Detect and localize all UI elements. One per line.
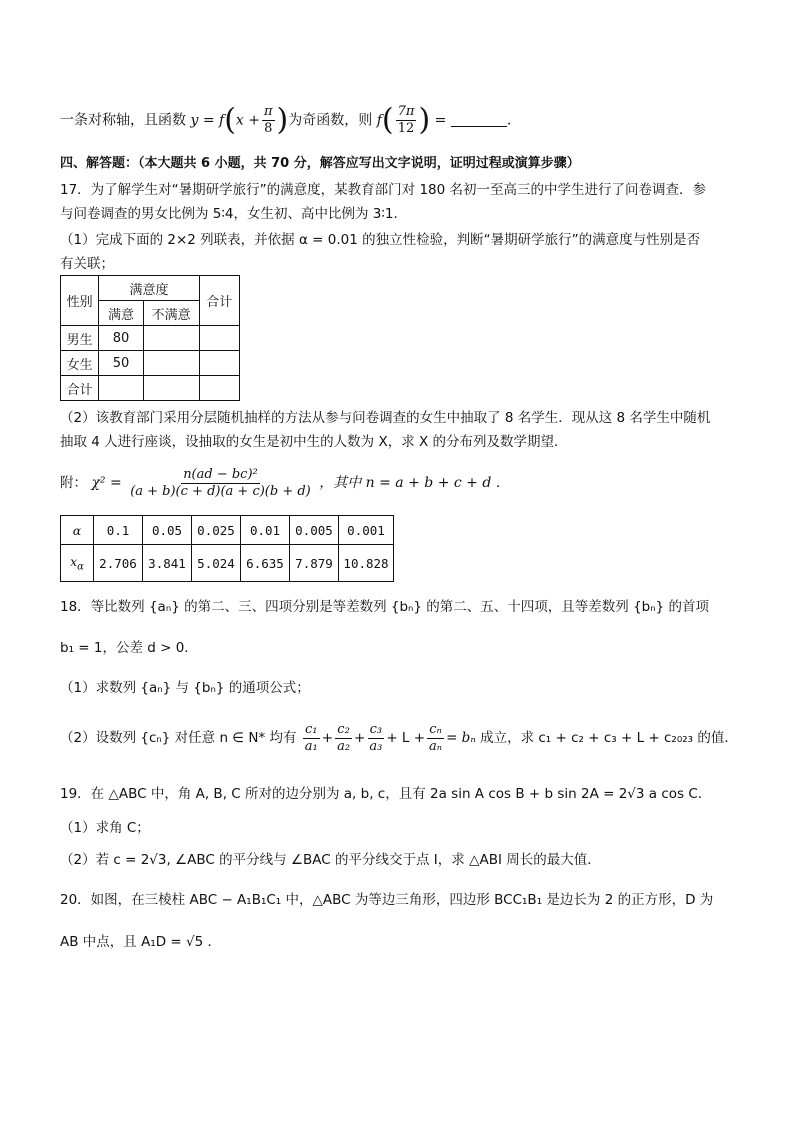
- critical-value-table: [60, 515, 394, 582]
- frac-c3-a3: [367, 722, 384, 755]
- section-title: 四、解答题：（本大题共 6 小题，共 70 分，解答应写出文字说明，证明过程或演算步骤）: [60, 156, 580, 171]
- plus-sign: +: [321, 730, 334, 746]
- q18-part2-a: （2）设数列 {cₙ} 对任意 n ∈ N* 均有: [60, 730, 297, 746]
- alpha-value: 0.1: [94, 516, 143, 545]
- q18-part2: [60, 720, 738, 756]
- right-paren: ): [276, 102, 289, 138]
- q19-part2: （2）若 c = 2√3, ∠ABC 的平分线与 ∠BAC 的平分线交于点 I，求 △ABI 周长的最大值．: [60, 852, 601, 868]
- frac-num: π: [264, 104, 273, 119]
- header-unsatisfied: 不满意: [143, 301, 199, 326]
- frac-cn-an: [427, 722, 444, 755]
- header-gender: 性别: [61, 276, 99, 326]
- formula-denominator: (a + b)(c + d)(a + c)(b + d): [130, 483, 311, 499]
- header-satisfied: 满意: [99, 301, 143, 326]
- q18-part1: （1）求数列 {aₙ} 与 {bₙ} 的通项公式；: [60, 680, 310, 696]
- frac-num: c₃: [369, 721, 383, 737]
- plus-l: + L +: [386, 730, 426, 746]
- appendix-label: 附：: [60, 475, 87, 491]
- cell-unsatisfied: [143, 326, 199, 351]
- cell-total: [199, 351, 239, 376]
- left-paren-2: (: [381, 102, 394, 138]
- q17-part1-line1: （1）完成下面的 2×2 列联表，并依据 α = 0.01 的独立性检验，判断“暑期研学旅行”的满意度与性别是否: [60, 232, 701, 248]
- x-value: 7.879: [290, 545, 339, 582]
- alpha-value: 0.005: [290, 516, 339, 545]
- q18-line2: b₁ = 1，公差 d > 0．: [60, 640, 198, 656]
- frac-den: a₃: [369, 738, 383, 754]
- frac-num: cₙ: [429, 721, 442, 737]
- q17-part2-line2: 抽取 4 人进行座谈，设抽取的女生是初中生的人数为 X，求 X 的分布列及数学期望．: [60, 434, 568, 450]
- formula-numerator: n(ad − bc)²: [183, 466, 258, 482]
- fn-f-2: f: [376, 112, 382, 129]
- cell-total: [199, 376, 239, 401]
- frac-den: aₙ: [429, 738, 443, 754]
- q19-line1: 19．在 △ABC 中，角 A, B, C 所对的边分别为 a, b, c，且有 2a sin A cos B + b sin 2A = 2√3 a cos C．: [60, 786, 712, 802]
- cell-total: [199, 326, 239, 351]
- frac-den: a₁: [304, 738, 318, 754]
- frac-den: 8: [264, 121, 273, 136]
- row-label: 男生: [61, 326, 99, 351]
- answer-blank: [451, 114, 507, 127]
- appendix-formula: [60, 463, 510, 503]
- frac-num: c₁: [305, 721, 318, 737]
- var-y: y: [190, 112, 199, 129]
- equals-sign: =: [198, 112, 220, 129]
- header-total: 合计: [199, 276, 239, 326]
- row-label: 女生: [61, 351, 99, 376]
- q20-line2: AB 中点，且 A₁D = √5 ．: [60, 934, 221, 950]
- right-paren-2: ): [418, 102, 431, 138]
- q17-part2-line1: （2）该教育部门采用分层随机抽样的方法从参与问卷调查的女生中抽取了 8 名学生．现从这 8 名学生中随机: [60, 410, 711, 426]
- row-label: 合计: [61, 376, 99, 401]
- cell-unsatisfied: [143, 351, 199, 376]
- alpha-row: [61, 516, 394, 545]
- x-value: 10.828: [339, 545, 394, 582]
- top-line-prefix: 一条对称轴，且函数: [60, 112, 186, 129]
- cell-satisfied: 80: [99, 326, 143, 351]
- x-label-main: x: [70, 553, 78, 569]
- frac-den: a₂: [337, 738, 351, 754]
- frac-num-2: 7π: [397, 104, 415, 119]
- pi-over-8: [262, 104, 275, 137]
- q19-part1: （1）求角 C；: [60, 820, 150, 836]
- x-value: 6.635: [241, 545, 290, 582]
- frac-num: c₂: [337, 721, 350, 737]
- x-value: 3.841: [143, 545, 192, 582]
- alpha-value: 0.001: [339, 516, 394, 545]
- q17-line1: 17．为了解学生对“暑期研学旅行”的满意度，某教育部门对 180 名初一至高三的中学生进行了问卷调查．参: [60, 182, 707, 198]
- x-label: [61, 545, 94, 582]
- q20-line1: 20．如图，在三棱柱 ABC − A₁B₁C₁ 中，△ABC 为等边三角形，四边形 BCC₁B₁ 是边长为 2 的正方形，D 为: [60, 892, 714, 908]
- alpha-value: 0.05: [143, 516, 192, 545]
- frac-c1-a1: [303, 722, 320, 755]
- frac-den-2: 12: [397, 121, 415, 136]
- end-period: .: [506, 112, 512, 129]
- alpha-value: 0.01: [241, 516, 290, 545]
- alpha-label: α: [61, 516, 94, 545]
- formula-tail: ，其中 n = a + b + c + d ．: [319, 475, 510, 491]
- cell-unsatisfied: [143, 376, 199, 401]
- q18-part2-b: 成立，求 c₁ + c₂ + c₃ + L + c₂₀₂₃ 的值．: [480, 730, 738, 746]
- table-row: [61, 351, 240, 376]
- q18-line1: 18．等比数列 {aₙ} 的第二、三、四项分别是等差数列 {bₙ} 的第二、五、十四项，且等差数列 {bₙ} 的首项: [60, 599, 710, 615]
- contingency-table: [60, 275, 240, 401]
- equals-sign-2: =: [430, 112, 451, 129]
- q17-line2: 与问卷调查的男女比例为 5∶4，女生初、高中比例为 3∶1．: [60, 206, 407, 222]
- header-satisfaction: 满意度: [99, 276, 199, 301]
- cell-satisfied: 50: [99, 351, 143, 376]
- chi-square-symbol: χ² =: [91, 475, 122, 491]
- q17-part1-line2: 有关联；: [60, 256, 114, 272]
- fn-f: f: [219, 112, 225, 129]
- top-line: [60, 104, 511, 137]
- seven-pi-over-12: [396, 104, 417, 137]
- equals-bn: = bₙ: [446, 730, 476, 746]
- frac-c2-a2: [335, 722, 352, 755]
- chi-square-fraction: [128, 467, 313, 500]
- x-label-sub: α: [77, 561, 84, 573]
- plus-sign: +: [354, 730, 366, 746]
- left-paren: (: [224, 102, 236, 138]
- x-value: 5.024: [192, 545, 241, 582]
- x-value: 2.706: [94, 545, 143, 582]
- table-row: [61, 376, 240, 401]
- x-plus: x +: [235, 112, 260, 129]
- table-row: [61, 326, 240, 351]
- odd-fn-text: 为奇函数，则: [288, 112, 373, 129]
- alpha-value: 0.025: [192, 516, 241, 545]
- x-row: [61, 545, 394, 582]
- cell-satisfied: [99, 376, 143, 401]
